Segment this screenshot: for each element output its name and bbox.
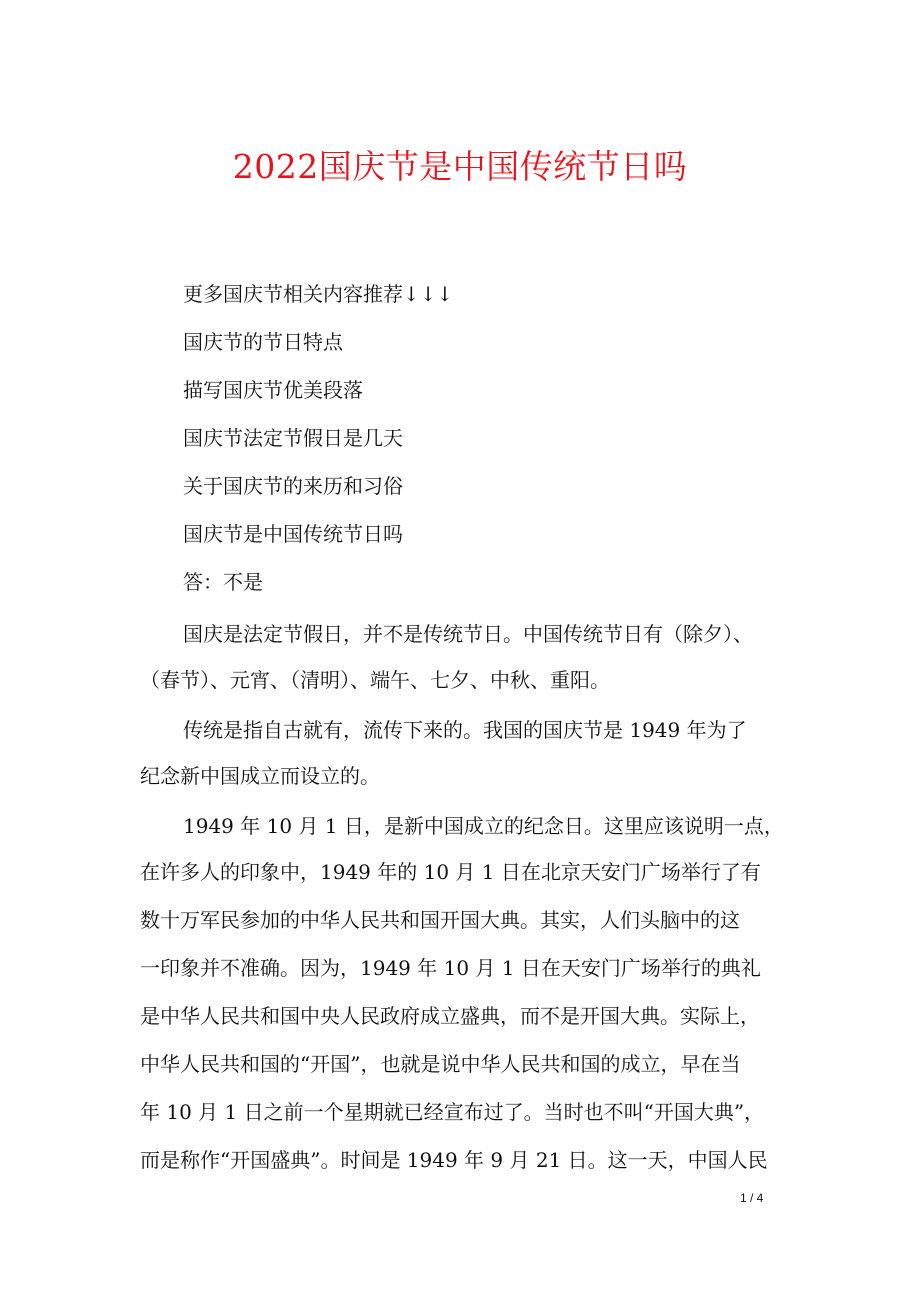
recommend-link-traditional-festival[interactable]: 国庆节是中国传统节日吗	[183, 522, 403, 546]
paragraph-line: 国庆是法定节假日，并不是传统节日。中国传统节日有（除夕）、	[183, 622, 753, 646]
paragraph-line: 年 10 月 1 日之前一个星期就已经宣布过了。当时也不叫“开国大典”，	[140, 1100, 765, 1124]
answer-text: 答：不是	[183, 570, 263, 594]
page-title: 2022国庆节是中国传统节日吗	[232, 147, 688, 186]
page-number: 1 / 4	[740, 1191, 764, 1205]
recommend-link-festival-features[interactable]: 国庆节的节日特点	[183, 330, 343, 354]
recommend-heading: 更多国庆节相关内容推荐↓↓↓	[183, 282, 454, 306]
paragraph-line: 一印象并不准确。因为，1949 年 10 月 1 日在天安门广场举行的典礼	[140, 956, 761, 980]
recommend-link-holiday-days[interactable]: 国庆节法定节假日是几天	[183, 426, 403, 450]
paragraph-line: 在许多人的印象中，1949 年的 10 月 1 日在北京天安门广场举行了有	[140, 860, 761, 884]
paragraph-line: 传统是指自古就有，流传下来的。我国的国庆节是 1949 年为了	[183, 718, 747, 742]
paragraph-line: 数十万军民参加的中华人民共和国开国大典。其实，人们头脑中的这	[140, 908, 740, 932]
paragraph-line: 是中华人民共和国中央人民政府成立盛典，而不是开国大典。实际上，	[140, 1004, 760, 1028]
recommend-link-origin-customs[interactable]: 关于国庆节的来历和习俗	[183, 474, 403, 498]
recommend-link-beautiful-passages[interactable]: 描写国庆节优美段落	[183, 378, 363, 402]
paragraph-line: 而是称作“开国盛典”。时间是 1949 年 9 月 21 日。这一天，中国人民	[140, 1148, 768, 1172]
paragraph-line: 纪念新中国成立而设立的。	[140, 764, 380, 788]
paragraph-line: （春节）、元宵、（清明）、端午、七夕、中秋、重阳。	[140, 668, 610, 692]
paragraph-line: 1949 年 10 月 1 日，是新中国成立的纪念日。这里应该说明一点，	[183, 814, 784, 838]
paragraph-line: 中华人民共和国的“开国”，也就是说中华人民共和国的成立，早在当	[140, 1052, 741, 1076]
